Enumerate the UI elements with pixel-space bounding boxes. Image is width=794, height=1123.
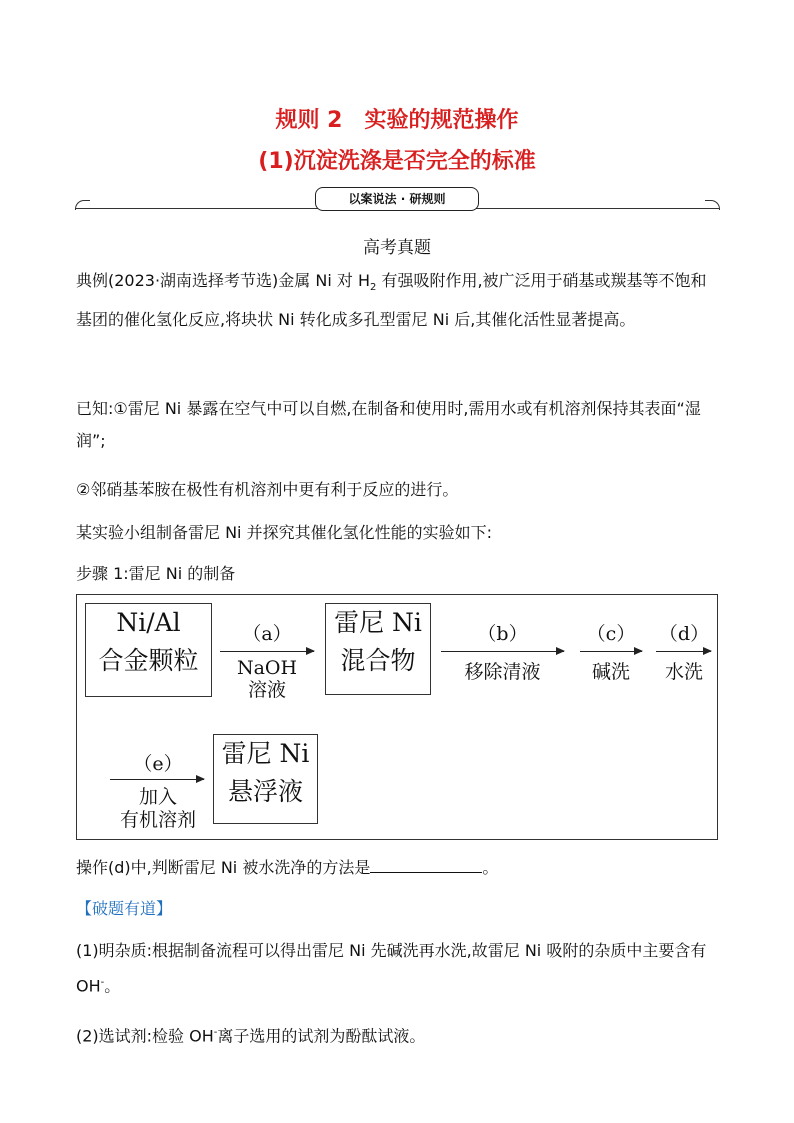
flow-box-suspension: 雷尼 Ni 悬浮液: [213, 734, 318, 824]
hint-title: 【破题有道】: [76, 899, 173, 918]
ribbon-cap-right: [705, 200, 720, 210]
arrow-d-label: （d）: [658, 623, 710, 645]
flow-box-mixture: 雷尼 Ni 混合物: [325, 603, 431, 695]
known-condition-1: 已知:①雷尼 Ni 暴露在空气中可以自燃,在制备和使用时,需用水或有机溶剂保持其表面“湿润”;: [76, 399, 701, 450]
arrow-e-label: （e）: [133, 753, 183, 775]
experiment-intro: 某实验小组制备雷尼 Ni 并探究其催化氢化性能的实验如下:: [76, 523, 492, 542]
flow-box-alloy: Ni/Al 合金颗粒: [85, 603, 212, 697]
arrow-c-label: （c）: [586, 623, 636, 645]
answer-blank[interactable]: [370, 858, 482, 873]
rule-title: 规则 2 实验的规范操作: [275, 108, 519, 133]
arrow-a: [220, 651, 314, 652]
arrow-b-label: （b）: [477, 623, 528, 645]
arrow-d: [656, 651, 711, 652]
question-line: 操作(d)中,判断雷尼 Ni 被水洗净的方法是 。: [76, 858, 499, 877]
arrow-e: [110, 779, 204, 780]
rule-subtitle: (1)沉淀洗涤是否完全的标准: [258, 149, 536, 174]
analysis-1: (1)明杂质:根据制备流程可以得出雷尼 Ni 先碱洗再水洗,故雷尼 Ni 吸附的杂质中主要含有 OH-。: [76, 941, 707, 996]
arrow-c-action: 碱洗: [591, 661, 630, 683]
arrow-a-label: （a）: [242, 623, 292, 645]
arrow-b: [441, 651, 564, 652]
arrow-b-action: 移除清液: [464, 661, 541, 683]
arrow-c: [580, 651, 642, 652]
step1-label: 步骤 1:雷尼 Ni 的制备: [76, 564, 236, 583]
arrow-d-action: 水洗: [664, 661, 703, 683]
example-paragraph: 典例(2023·湖南选择考节选)金属 Ni 对 $H_2$ 有强吸附作用,被广泛用于硝基或羰基等不饱和基团的催化氢化反应,将块状 Ni 转化成多孔型雷尼 Ni 后,其催化活性显著提高。: [76, 271, 707, 330]
known-condition-2: ②邻硝基苯胺在极性有机溶剂中更有利于反应的进行。: [76, 480, 459, 499]
section-heading: 高考真题: [363, 238, 431, 258]
ribbon-cap-left: [75, 200, 90, 210]
analysis-2: (2)选试剂:检验 OH-离子选用的试剂为酚酞试液。: [76, 1026, 426, 1046]
arrow-a-reagent: NaOH 溶液: [236, 657, 298, 701]
section-ribbon: 以案说法 · 研规则: [315, 187, 479, 211]
arrow-e-reagent: 加入 有机溶剂: [119, 786, 196, 831]
